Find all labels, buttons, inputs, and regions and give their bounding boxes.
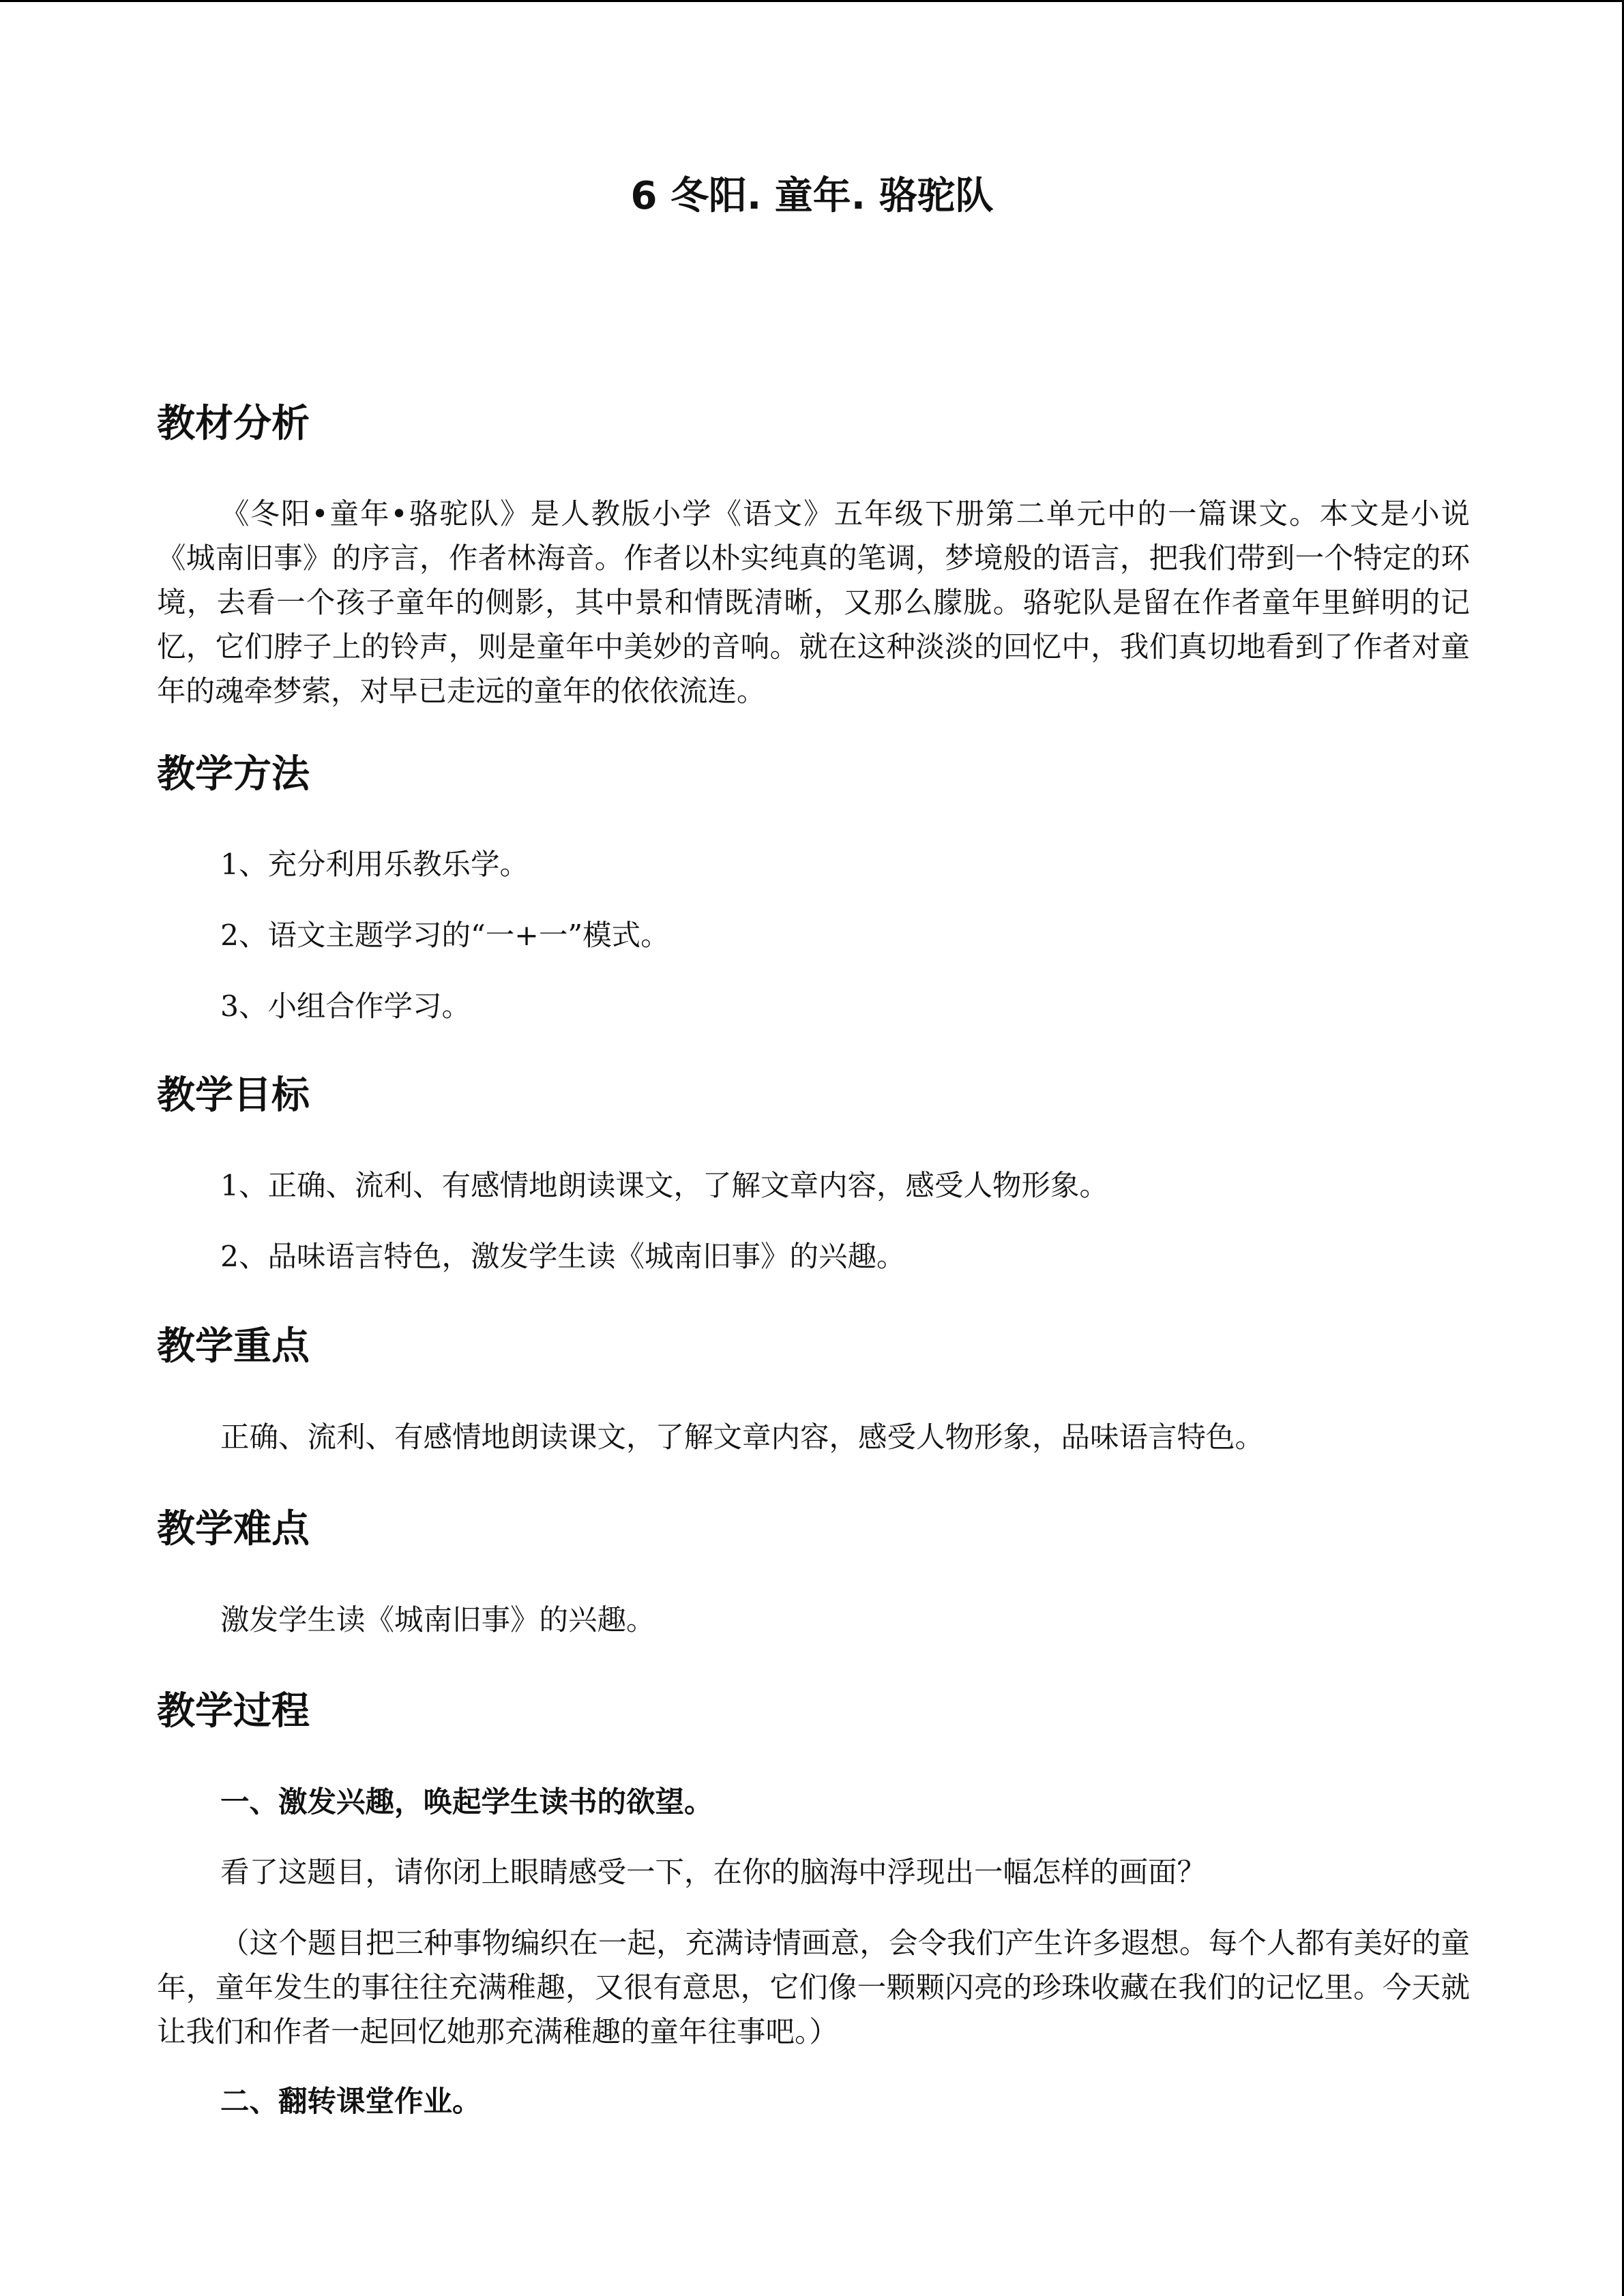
heading-process: 教学过程	[157, 1689, 310, 1733]
key-points-text: 正确、流利、有感情地朗读课文，了解文章内容，感受人物形象，品味语言特色。	[220, 1421, 1265, 1455]
heading-methods: 教学方法	[157, 752, 310, 796]
process-step2-title: 二、翻转课堂作业。	[220, 2085, 482, 2119]
goal-item-1: 1、正确、流利、有感情地朗读课文，了解文章内容，感受人物形象。	[220, 1169, 1109, 1203]
heading-analysis: 教材分析	[157, 402, 310, 446]
method-item-1: 1、充分利用乐教乐学。	[220, 848, 529, 882]
document-title: 6 冬阳. 童年. 骆驼队	[630, 174, 994, 218]
difficulties-text: 激发学生读《城南旧事》的兴趣。	[220, 1604, 655, 1637]
method-item-3: 3、小组合作学习。	[220, 990, 471, 1024]
process-step1-question: 看了这题目，请你闭上眼睛感受一下，在你的脑海中浮现出一幅怎样的画面？	[220, 1856, 1207, 1890]
goal-item-2: 2、品味语言特色，激发学生读《城南旧事》的兴趣。	[220, 1240, 906, 1274]
process-step1-note: （这个题目把三种事物编织在一起，充满诗情画意，会令我们产生许多遐想。每个人都有美好的童年，童年发生的事往往充满稚趣，又很有意思，它们像一颗颗闪亮的珍珠收藏在我们的记忆里。今天就让我们和作者一起回忆她那充满稚趣的童年往事吧。）	[157, 1927, 1470, 2049]
process-step1-title: 一、激发兴趣，唤起学生读书的欲望。	[220, 1785, 713, 1819]
heading-difficulties: 教学难点	[157, 1507, 310, 1551]
heading-goals: 教学目标	[157, 1073, 310, 1118]
page-top-border	[0, 0, 1624, 2]
analysis-paragraph: 《冬阳•童年•骆驼队》是人教版小学《语文》五年级下册第二单元中的一篇课文。本文是小说《城南旧事》的序言，作者林海音。作者以朴实纯真的笔调，梦境般的语言，把我们带到一个特定的环境，去看一个孩子童年的侧影，其中景和情既清晰，又那么朦胧。骆驼队是留在作者童年里鲜明的记忆，它们脖子上的铃声，则是童年中美妙的音响。就在这种淡淡的回忆中，我们真切地看到了作者对童年的魂牵梦萦，对早已走远的童年的依依流连。	[157, 498, 1470, 709]
heading-key-points: 教学重点	[157, 1324, 310, 1369]
method-item-2: 2、语文主题学习的“一+一”模式。	[220, 919, 670, 953]
